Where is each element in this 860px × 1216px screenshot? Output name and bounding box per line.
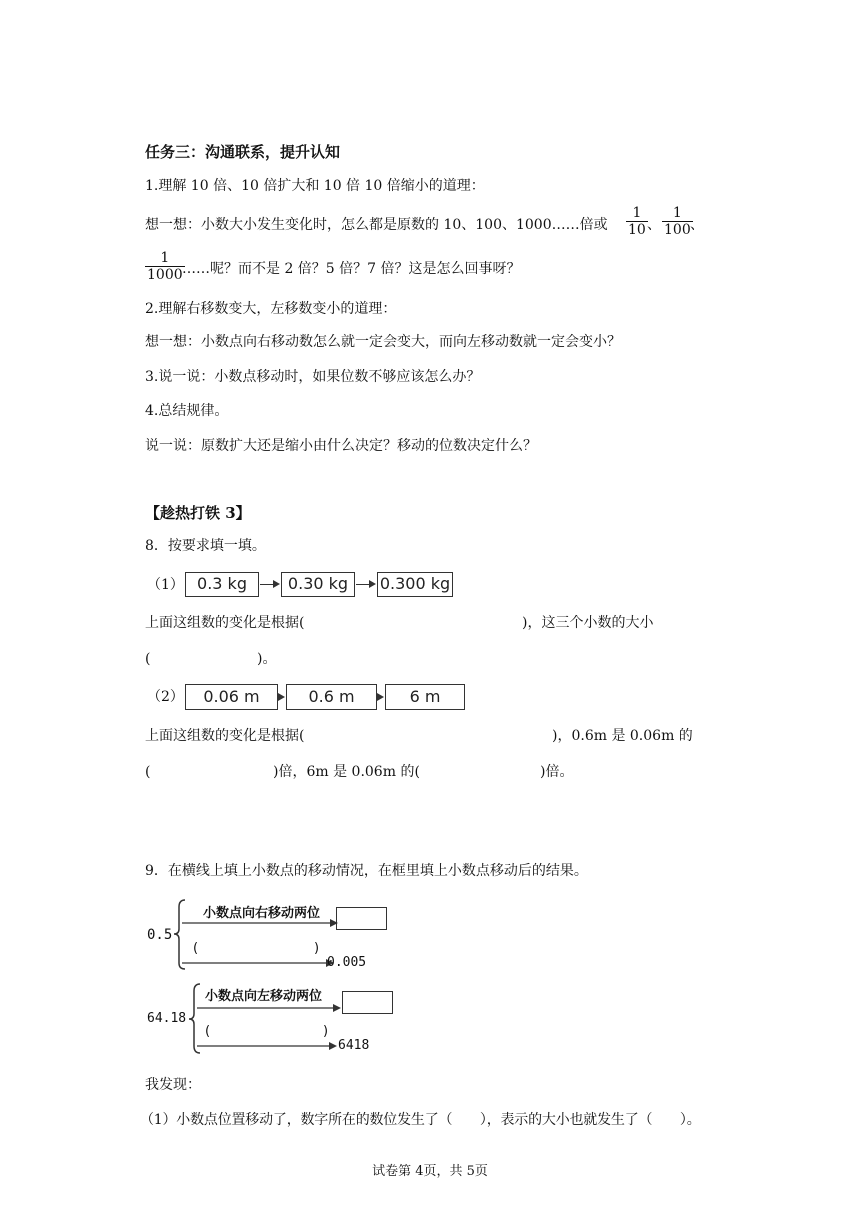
task3-item4: 4.总结规律。 <box>145 403 229 419</box>
diagram2-paren-close: ) <box>323 1024 329 1039</box>
q8-2-box-0-6m: 0.6 m <box>286 684 377 710</box>
fraction-numerator: 1 <box>160 250 170 266</box>
q8-2-line2-open: ( <box>145 764 151 780</box>
question-8: 8．按要求填一填。 <box>145 538 266 554</box>
task3-think1-cont: ……呢？而不是 2 倍？5 倍？7 倍？这是怎么回事呀？ <box>182 261 521 277</box>
diagram1-blank[interactable] <box>205 943 310 957</box>
arrow-right-icon <box>273 580 280 588</box>
discover-heading: 我发现： <box>145 1077 201 1093</box>
diagram1-result: 0.005 <box>327 955 367 970</box>
diagram1-answer-box[interactable] <box>336 907 387 930</box>
q8-1-line1-start: 上面这组数的变化是根据( <box>145 615 305 631</box>
task3-think2: 想一想：小数点向右移动数怎么就一定会变大，而向左移动数就一定会变小？ <box>145 334 621 350</box>
q8-1-line1-end: )，这三个小数的大小 <box>522 615 654 631</box>
fraction-numerator: 1 <box>672 205 682 221</box>
fraction-denominator: 100 <box>664 222 691 238</box>
q8-2-box-6m: 6 m <box>385 684 465 710</box>
practice-heading: 【趁热打铁 3】 <box>145 504 251 522</box>
q8-part1-label: （1） <box>147 577 184 593</box>
fraction-one-hundredth <box>662 205 693 238</box>
task3-item1: 1.理解 10 倍、10 倍扩大和 10 倍 10 倍缩小的道理： <box>145 178 485 194</box>
q8-2-line1-end: )，0.6m 是 0.06m 的 <box>552 728 693 744</box>
diagram1-paren-open: ( <box>193 941 199 956</box>
separator: 、 <box>647 217 661 233</box>
separator: 、 <box>690 217 704 233</box>
task3-item2: 2.理解右移数变大，左移数变小的道理： <box>145 301 397 317</box>
diagram2-blank[interactable] <box>217 1026 322 1040</box>
q8-1-box-0-300kg: 0.300 kg <box>377 572 453 597</box>
discover-item1: （1）小数点位置移动了，数字所在的数位发生了（ ），表示的大小也就发生了（ ）。 <box>140 1112 701 1128</box>
diagram2-top-label: 小数点向左移动两位 <box>205 989 323 1004</box>
question-9: 9．在横线上填上小数点的移动情况，在框里填上小数点移动后的结果。 <box>145 863 588 879</box>
q8-2-line1-start: 上面这组数的变化是根据( <box>145 728 305 744</box>
q8-1-line2-open: ( <box>145 651 151 667</box>
task3-heading: 任务三：沟通联系，提升认知 <box>145 143 341 161</box>
fraction-one-tenth <box>626 205 648 238</box>
q8-2-box-0-06m: 0.06 m <box>185 684 278 710</box>
arrow-right-icon <box>377 693 384 701</box>
diagram1-number: 0.5 <box>147 927 173 943</box>
task3-say4: 说一说：原数扩大还是缩小由什么决定？移动的位数决定什么？ <box>145 438 537 454</box>
diagram2-result: 6418 <box>338 1038 370 1053</box>
diagram2-answer-box[interactable] <box>342 991 393 1014</box>
fraction-numerator: 1 <box>632 205 642 221</box>
q8-1-box-0-3kg: 0.3 kg <box>185 572 259 597</box>
q8-1-line2-close: )。 <box>257 651 277 667</box>
diagram1-top-label: 小数点向右移动两位 <box>203 906 321 921</box>
q8-part2-label: （2） <box>147 689 184 705</box>
diagram1-paren-close: ) <box>314 941 320 956</box>
diagram2-paren-open: ( <box>205 1024 211 1039</box>
q8-2-line2-mid: )倍，6m 是 0.06m 的( <box>273 764 420 780</box>
diagram2-number: 64.18 <box>147 1011 187 1026</box>
q8-1-box-0-30kg: 0.30 kg <box>281 572 355 597</box>
arrow-right-icon <box>369 580 376 588</box>
q8-2-line2-end: )倍。 <box>540 764 574 780</box>
task3-item3: 3.说一说：小数点移动时，如果位数不够应该怎么办？ <box>145 369 481 385</box>
arrow-right-icon <box>278 693 285 701</box>
task3-think1-text: 想一想：小数大小发生变化时，怎么都是原数的 10、100、1000……倍或 <box>145 217 608 233</box>
fraction-denominator: 1000 <box>147 267 183 283</box>
fraction-one-thousandth <box>145 250 185 283</box>
fraction-denominator: 10 <box>628 222 646 238</box>
page-footer: 试卷第 4页，共 5页 <box>372 1164 488 1179</box>
